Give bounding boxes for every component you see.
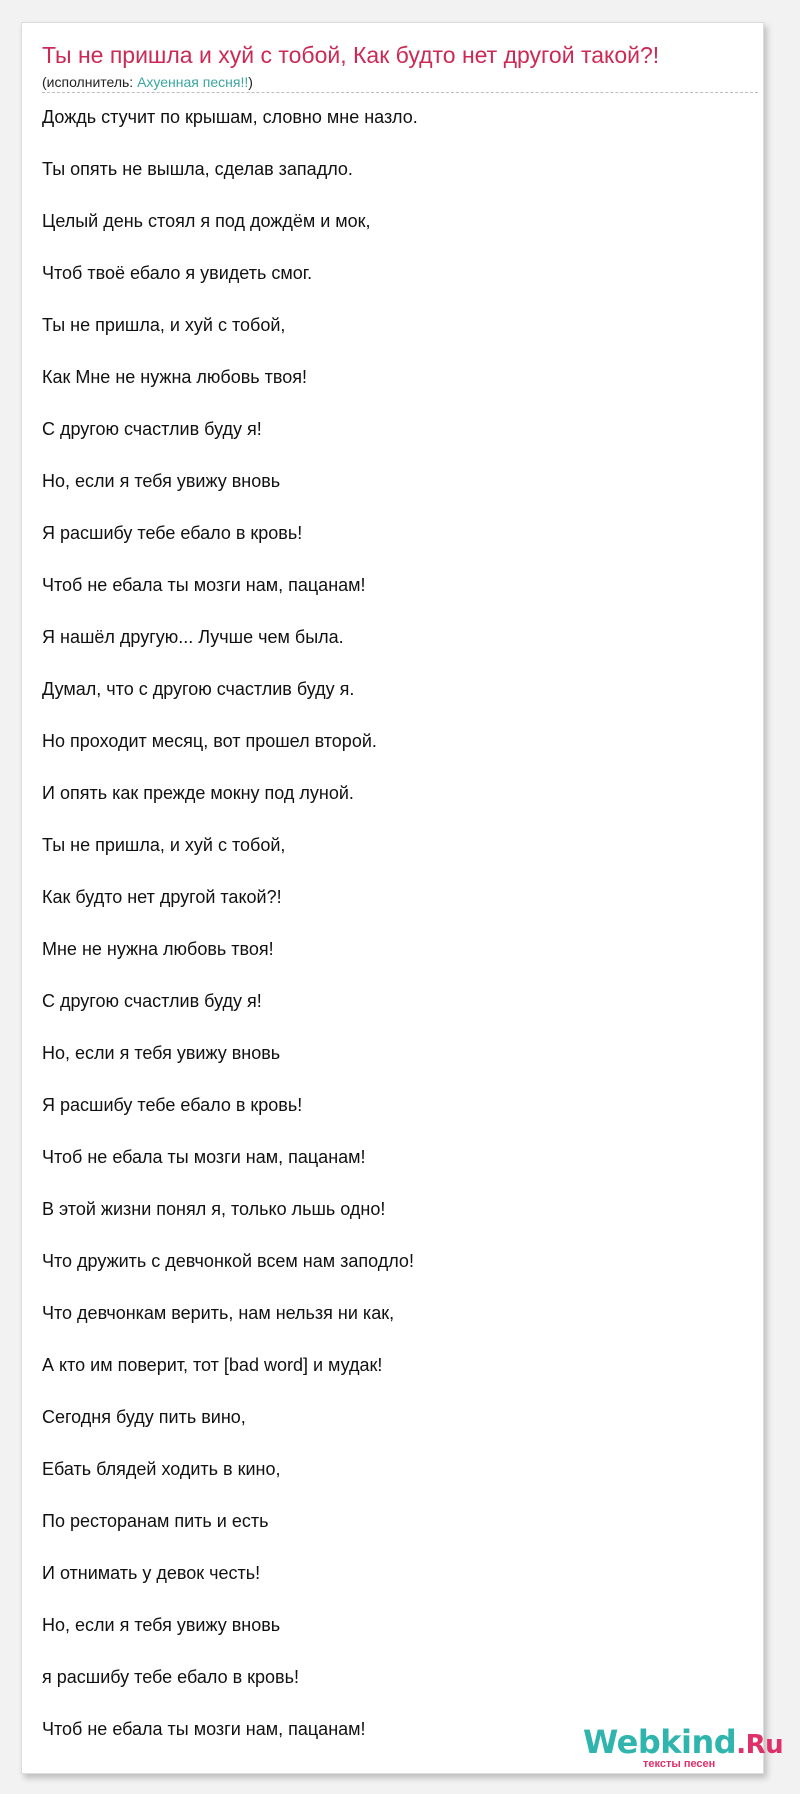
lyric-line: Ты опять не вышла, сделав западло. <box>42 159 353 179</box>
lyric-line: Что дружить с девчонкой всем нам заподло! <box>42 1251 414 1271</box>
title-divider <box>42 92 758 93</box>
lyric-line: Чтоб не ебала ты мозги нам, пацанам! <box>42 1147 366 1167</box>
site-logo[interactable] <box>583 1723 784 1774</box>
logo-name: Webkind <box>583 1723 737 1761</box>
lyric-line: В этой жизни понял я, только льшь одно! <box>42 1199 386 1219</box>
lyric-line: И отнимать у девок честь! <box>42 1563 261 1583</box>
lyrics-text <box>42 102 742 1766</box>
lyric-line: Думал, что с другою счастлив буду я. <box>42 679 355 699</box>
performer-label-close: ) <box>248 74 253 90</box>
lyric-line: Чтоб твоё ебало я увидеть смог. <box>42 263 313 283</box>
lyric-line: Сегодня буду пить вино, <box>42 1407 246 1427</box>
lyric-line: Как будто нет другой такой?! <box>42 887 282 907</box>
logo-tld: .Ru <box>736 1730 784 1760</box>
lyric-line: Но проходит месяц, вот прошел второй. <box>42 731 377 751</box>
lyric-line: Я нашёл другую... Лучше чем была. <box>42 627 344 647</box>
logo-tagline: тексты песен <box>643 1758 716 1770</box>
lyric-line: Дождь стучит по крышам, словно мне назло. <box>42 107 418 127</box>
lyric-line: Как Мне не нужна любовь твоя! <box>42 367 308 387</box>
lyric-line: Я расшибу тебе ебало в кровь! <box>42 523 303 543</box>
song-title: Ты не пришла и хуй с тобой, Как будто нет другой такой?! <box>42 42 660 68</box>
lyric-line: Целый день стоял я под дождём и мок, <box>42 211 371 231</box>
lyric-line: С другою счастлив буду я! <box>42 419 262 439</box>
lyric-line: И опять как прежде мокну под луной. <box>42 783 354 803</box>
lyric-line: Чтоб не ебала ты мозги нам, пацанам! <box>42 1719 366 1739</box>
lyric-line: я расшибу тебе ебало в кровь! <box>42 1667 299 1687</box>
lyric-line: Ебать блядей ходить в кино, <box>42 1459 281 1479</box>
lyric-line: Я расшибу тебе ебало в кровь! <box>42 1095 303 1115</box>
lyric-line: Чтоб не ебала ты мозги нам, пацанам! <box>42 575 366 595</box>
lyric-line: Мне не нужна любовь твоя! <box>42 939 274 959</box>
lyric-line: Что девчонкам верить, нам нельзя ни как, <box>42 1303 395 1323</box>
lyric-line: Ты не пришла, и хуй с тобой, <box>42 835 286 855</box>
lyric-line: Но, если я тебя увижу вновь <box>42 1615 281 1635</box>
performer-label: (исполнитель: <box>42 74 138 90</box>
lyric-line: По ресторанам пить и есть <box>42 1511 269 1531</box>
lyric-line: Но, если я тебя увижу вновь <box>42 1043 281 1063</box>
lyric-line: А кто им поверит, тот [bad word] и мудак! <box>42 1355 383 1375</box>
lyric-line: Ты не пришла, и хуй с тобой, <box>42 315 286 335</box>
lyric-line: С другою счастлив буду я! <box>42 991 262 1011</box>
artist-link[interactable]: Ахуенная песня!! <box>137 74 249 90</box>
performer-line <box>42 73 253 91</box>
lyric-line: Но, если я тебя увижу вновь <box>42 471 281 491</box>
